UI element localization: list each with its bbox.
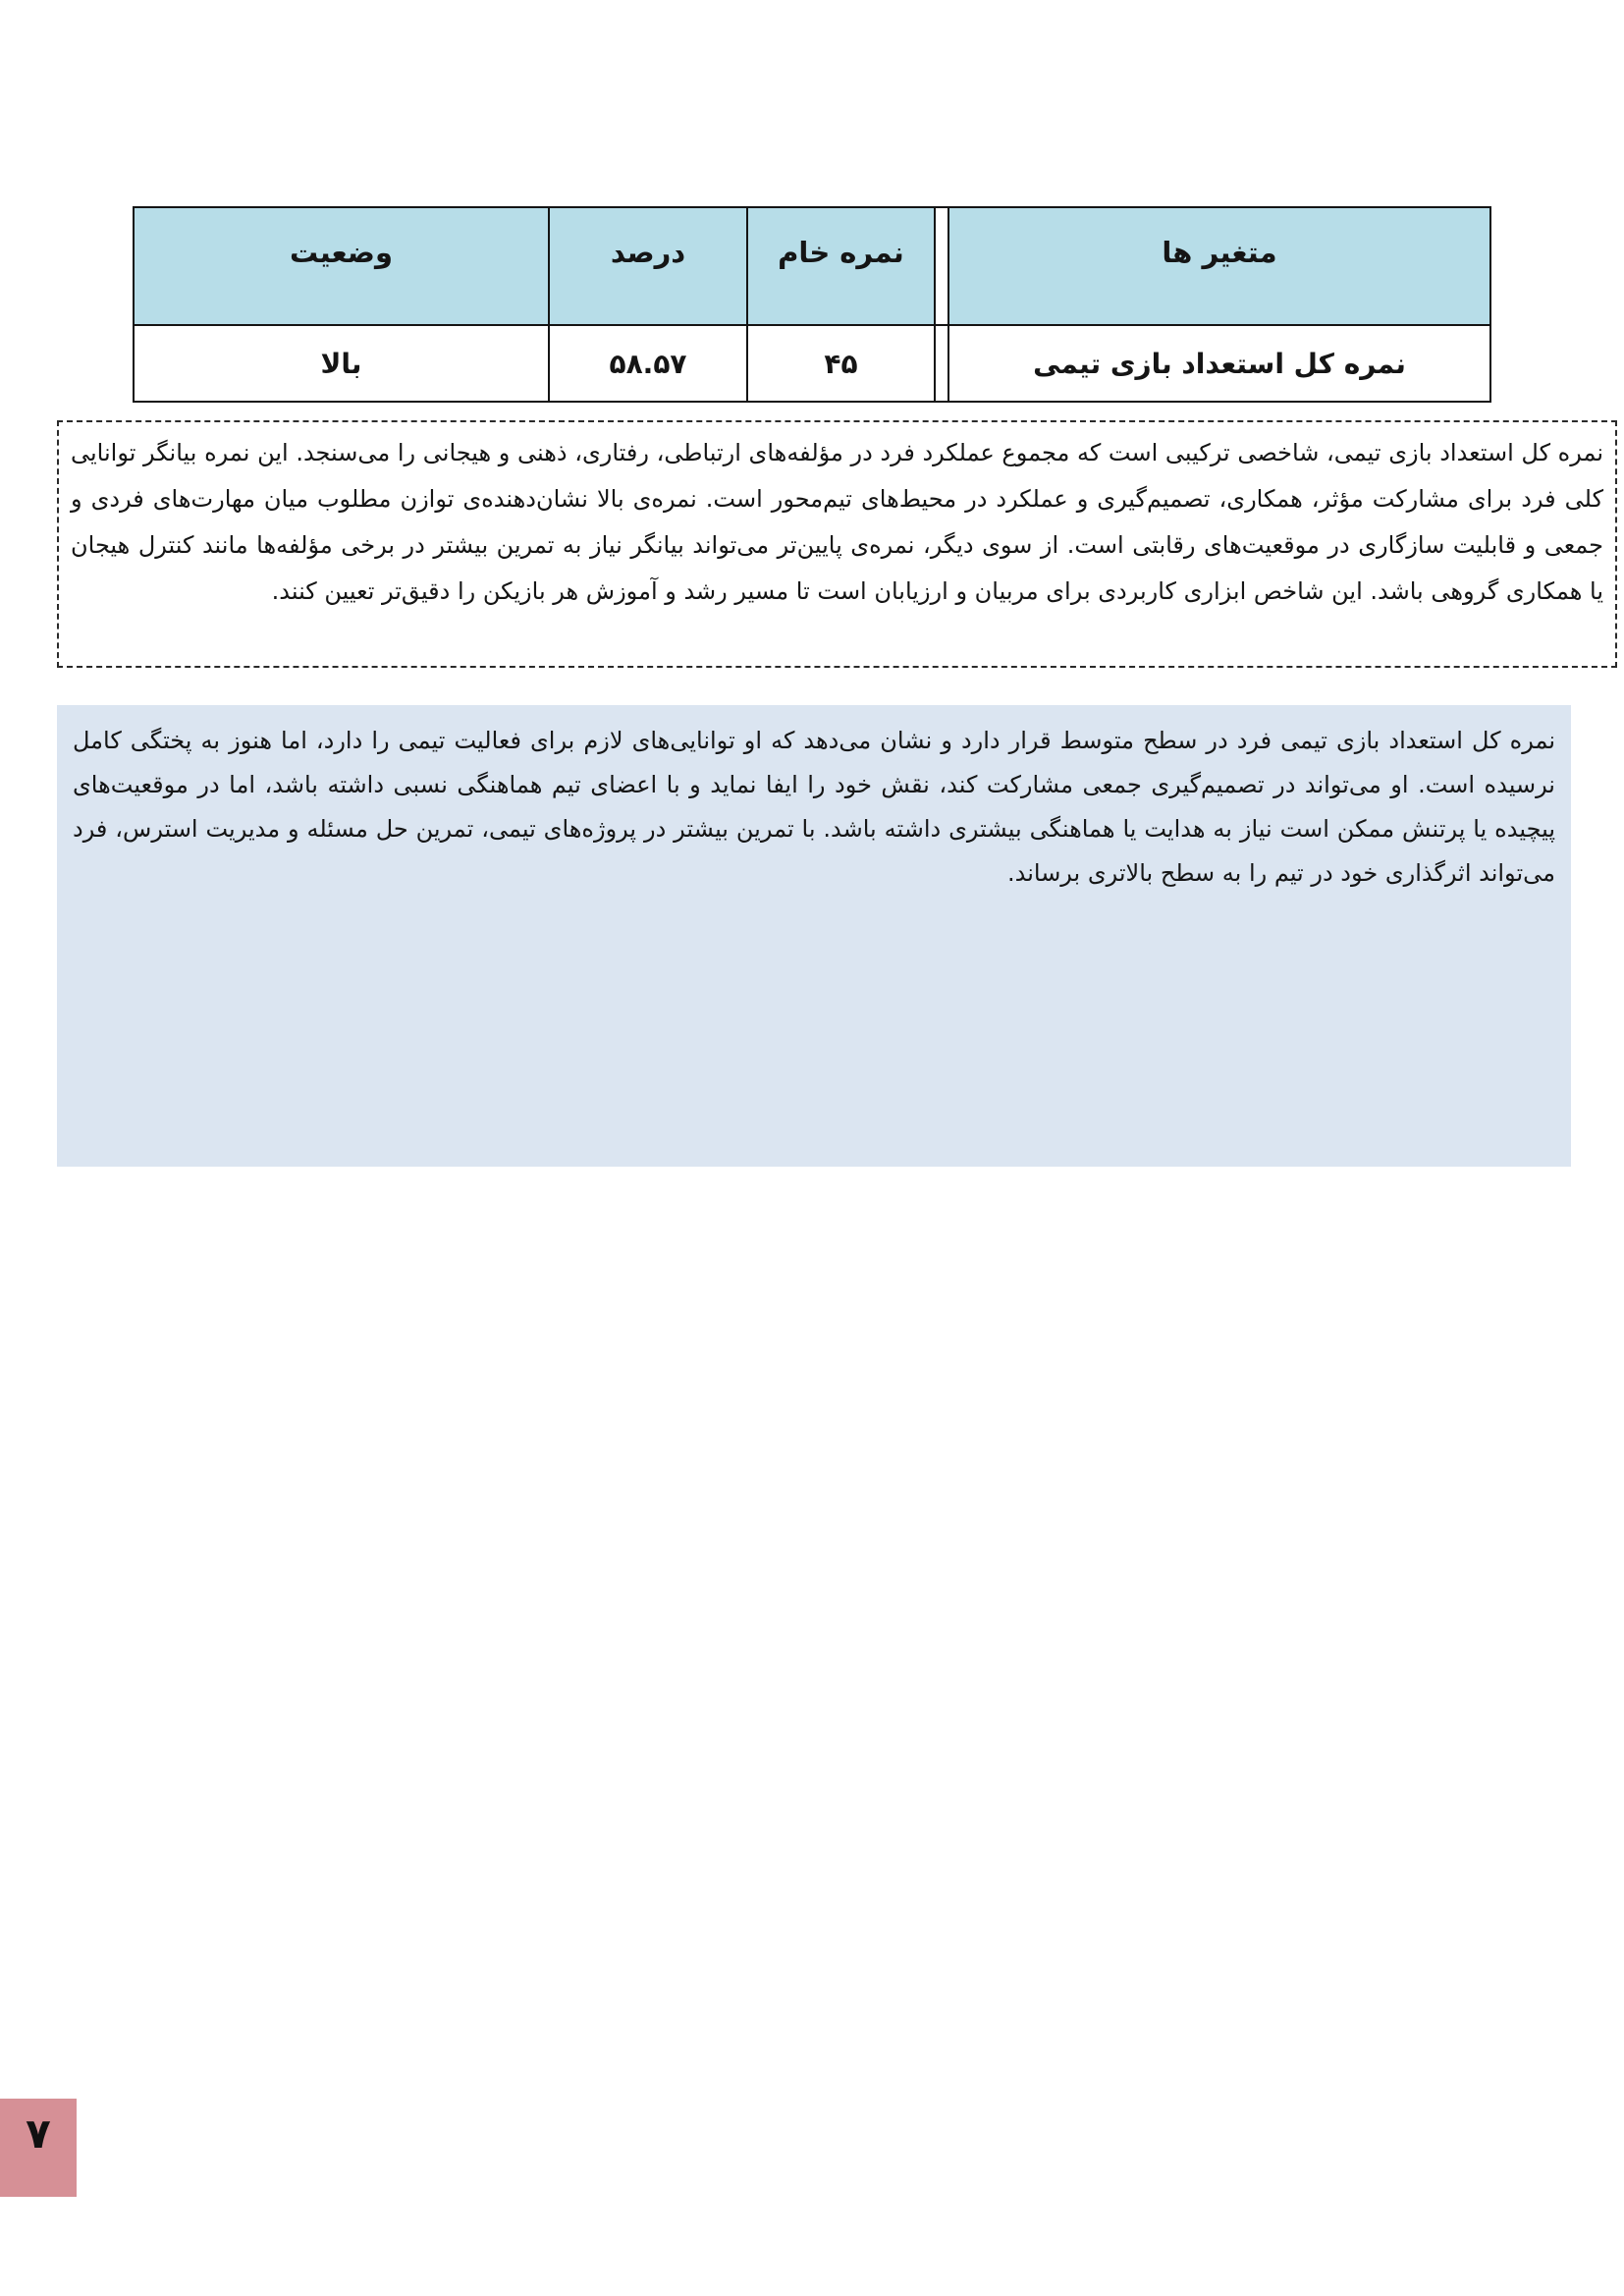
cell-percent: ۵۸.۵۷ — [549, 325, 747, 402]
col-header-variables: متغیر ها — [948, 207, 1490, 325]
interpretation-box: نمره کل استعداد بازی تیمی فرد در سطح متوسط قرار دارد و نشان می‌دهد که او توانایی‌های لازم برای فعالیت تیمی را دارد، اما هنوز به پختگی کامل نرسیده است. او می‌تواند در تصمیم‌گیری جمعی مشارکت کند، نقش خود را ایفا نماید و با اعضای تیم هماهنگی نسبی داشته باشد، اما در موقعیت‌های پیچیده یا پرتنش ممکن است نیاز به هدایت یا هماهنگی بیشتری داشته باشد. با تمرین بیشتر در پروژه‌های تیمی، تمرین حل مسئله و مدیریت استرس، فرد می‌تواند اثرگذاری خود در تیم را به سطح بالاتری برساند. — [57, 705, 1571, 1167]
description-box: نمره کل استعداد بازی تیمی، شاخصی ترکیبی است که مجموع عملکرد فرد در مؤلفه‌های ارتباطی، رفتاری، ذهنی و هیجانی را می‌سنجد. این نمره بیانگر توانایی کلی فرد برای مشارکت مؤثر، همکاری، تصمیم‌گیری و عملکرد در محیط‌های تیم‌محور است. نمره‌ی بالا نشان‌دهنده‌ی توازن مطلوب میان مهارت‌های فردی و جمعی و قابلیت سازگاری در موقعیت‌های رقابتی است. از سوی دیگر، نمره‌ی پایین‌تر می‌تواند بیانگر نیاز به تمرین بیشتر در برخی مؤلفه‌ها مانند کنترل هیجان یا همکاری گروهی باشد. این شاخص ابزاری کاربردی برای مربیان و ارزیابان است تا مسیر رشد و آموزش هر بازیکن را دقیق‌تر تعیین کنند. — [57, 420, 1617, 668]
col-header-status: وضعیت — [134, 207, 549, 325]
page-number-badge — [0, 2099, 77, 2197]
table-row — [134, 325, 1490, 402]
col-header-spacer — [935, 207, 948, 325]
cell-spacer — [935, 325, 948, 402]
table-header-row — [134, 207, 1490, 325]
cell-variable: نمره کل استعداد بازی تیمی — [948, 325, 1490, 402]
score-table — [133, 206, 1491, 403]
cell-status: بالا — [134, 325, 549, 402]
cell-raw-score: ۴۵ — [747, 325, 935, 402]
col-header-raw-score: نمره خام — [747, 207, 935, 325]
page-number: ۷ — [26, 2109, 51, 2158]
col-header-percent: درصد — [549, 207, 747, 325]
